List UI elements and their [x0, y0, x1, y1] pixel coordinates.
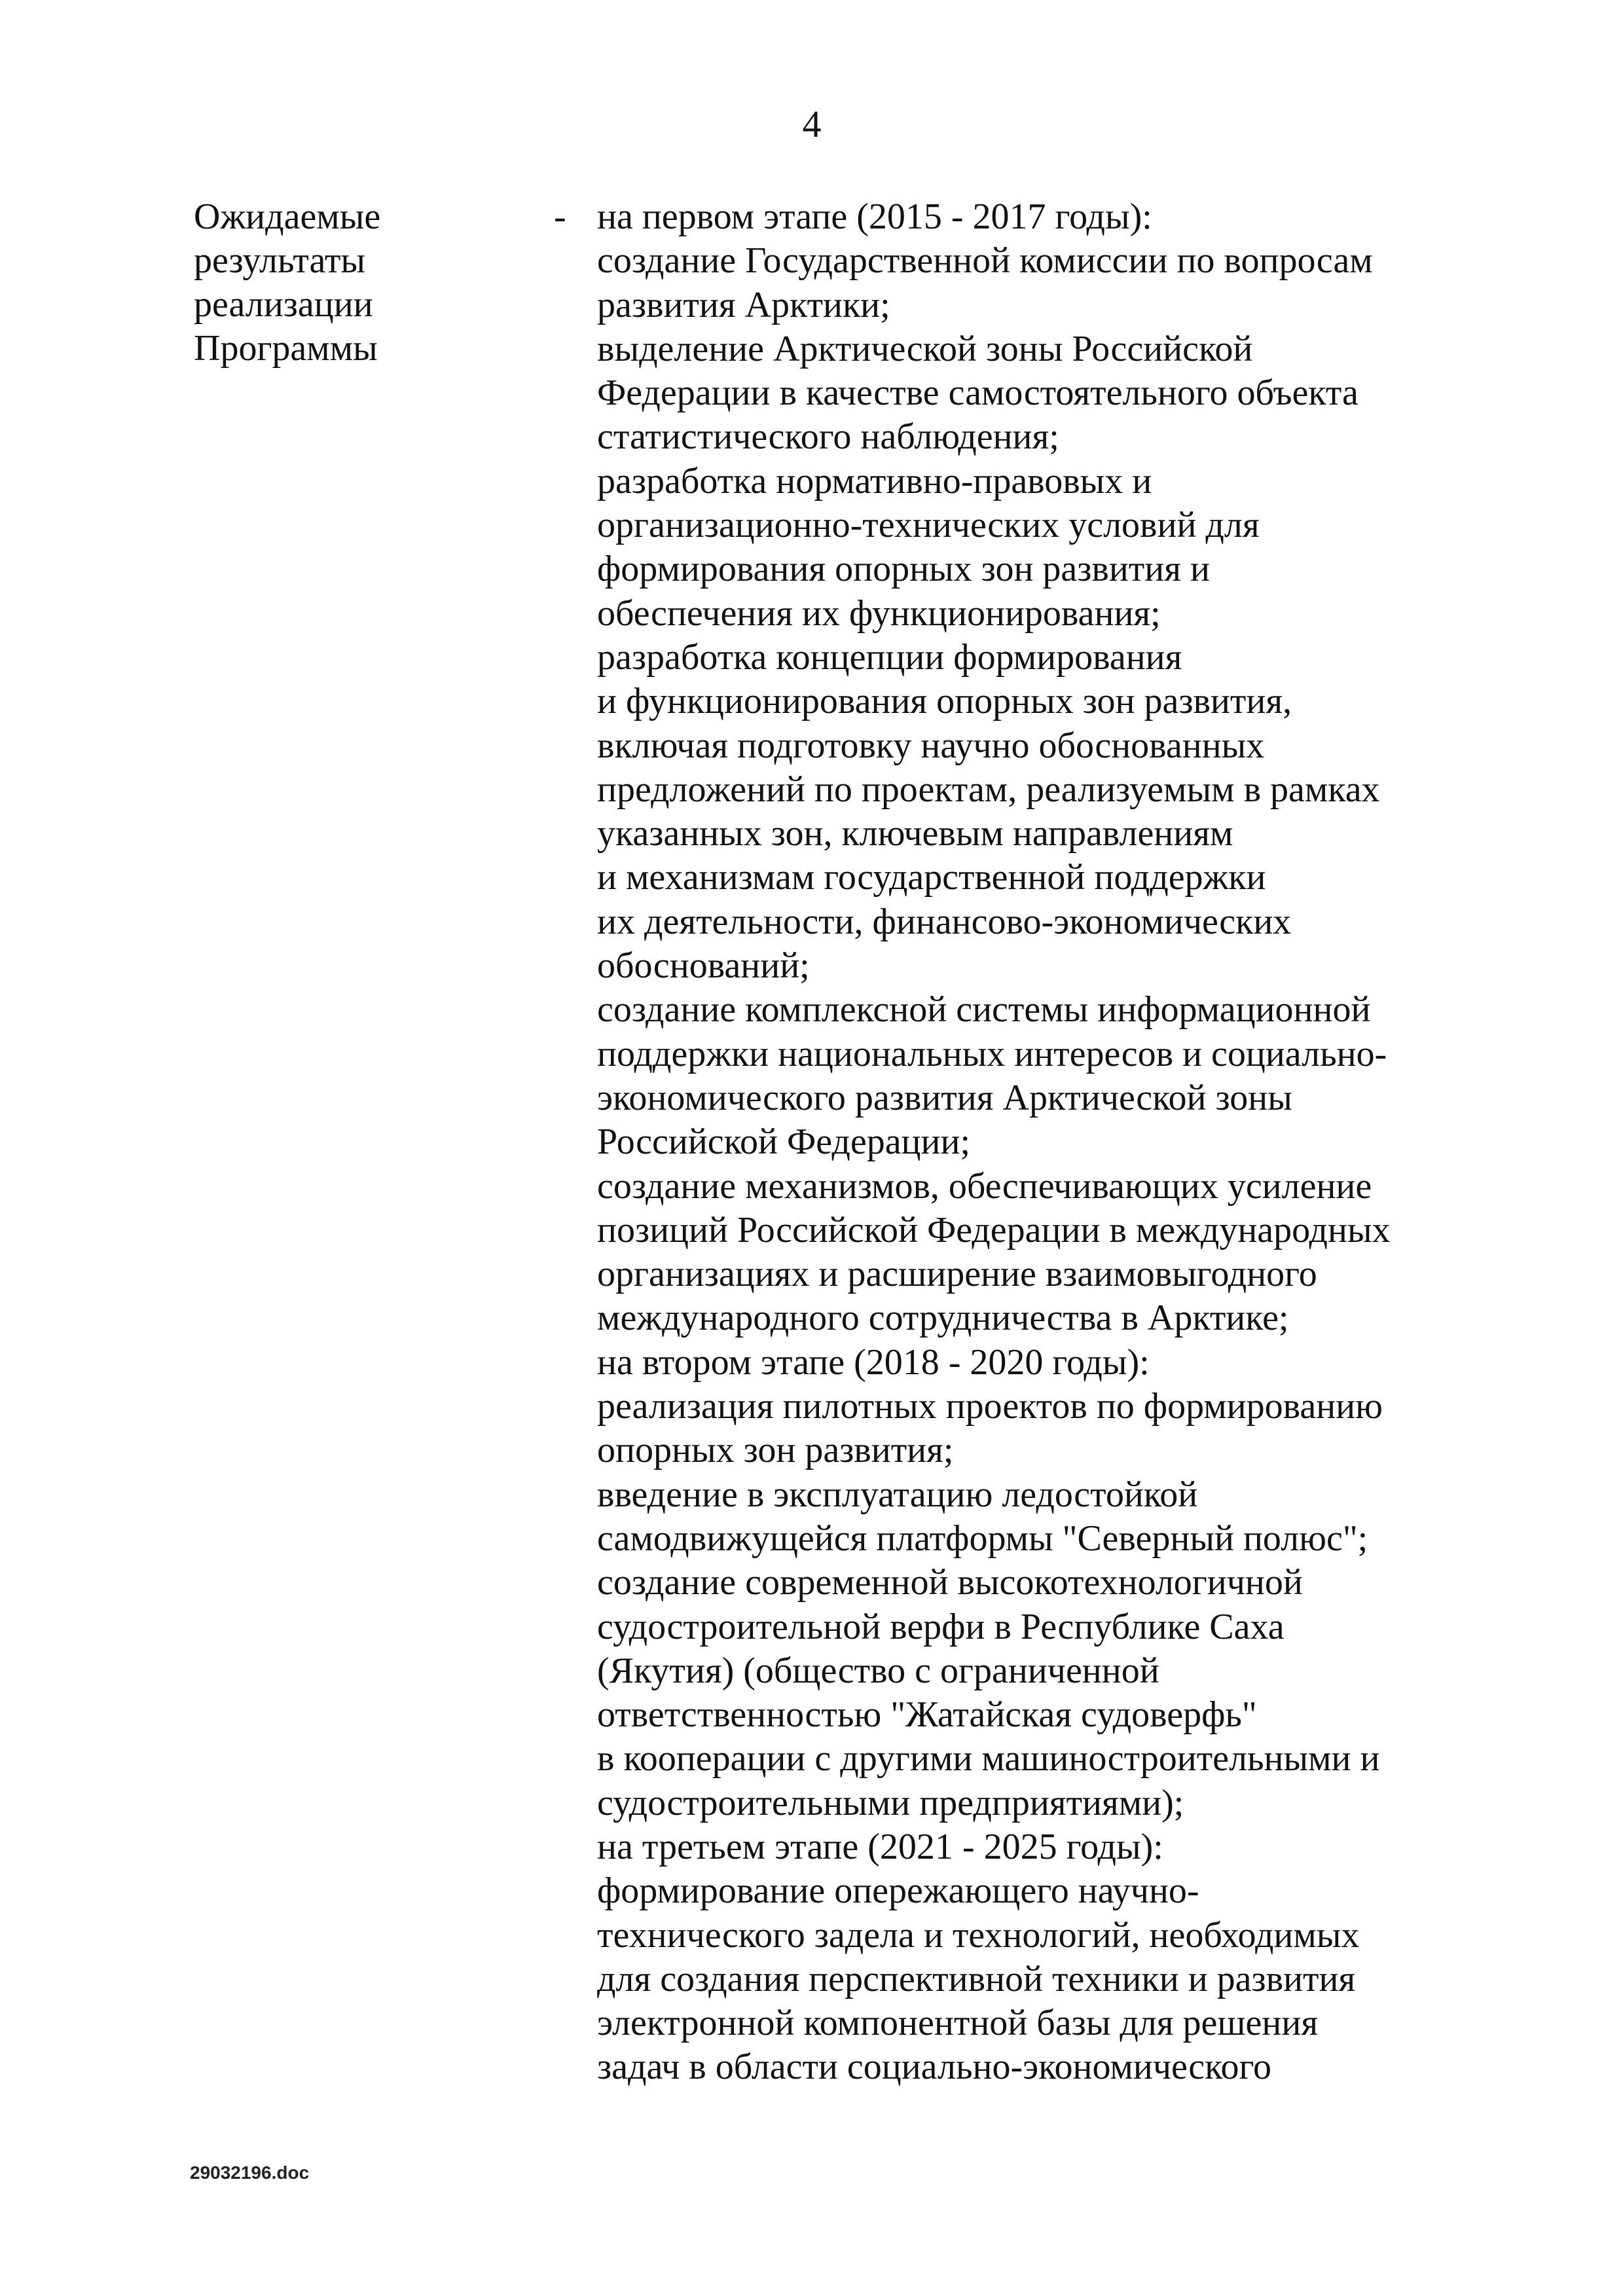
content-line: формирования опорных зон развития и — [597, 549, 1210, 590]
content-line: задач в области социально-экономического — [597, 2047, 1272, 2088]
content-line: самодвижущейся платформы "Северный полюс"; — [597, 1518, 1368, 1559]
section-label-line: Программы — [194, 328, 378, 369]
content-line: для создания перспективной техники и развития — [597, 1958, 1356, 1999]
content-line: позиций Российской Федерации в международных — [597, 1209, 1391, 1250]
content-line: включая подготовку научно обоснованных — [597, 725, 1265, 766]
content-line: поддержки национальных интересов и социально- — [597, 1033, 1387, 1074]
content-line: реализация пилотных проектов по формированию — [597, 1386, 1383, 1427]
section-label-line: Ожидаемые — [194, 196, 381, 237]
content-line: организационно-технических условий для — [597, 505, 1260, 546]
content-line: опорных зон развития; — [597, 1430, 954, 1471]
page-number: 4 — [802, 103, 822, 145]
content-line: предложений по проектам, реализуемым в рамках — [597, 769, 1380, 810]
content-line: в кооперации с другими машиностроительными и — [597, 1738, 1380, 1779]
content-line: обоснований; — [597, 945, 810, 987]
content-line: технического задела и технологий, необходимых — [597, 1914, 1360, 1956]
content-line: и механизмам государственной поддержки — [597, 857, 1266, 898]
content-line: статистического наблюдения; — [597, 416, 1059, 458]
content-line: Федерации в качестве самостоятельного объекта — [597, 373, 1359, 414]
content-line: обеспечения их функционирования; — [597, 592, 1161, 634]
content-line: и функционирования опорных зон развития, — [597, 681, 1292, 722]
content-line: на третьем этапе (2021 - 2025 годы): — [597, 1826, 1163, 1867]
list-dash: - — [554, 196, 566, 237]
content-line: экономического развития Арктической зоны — [597, 1077, 1292, 1118]
content-line: выделение Арктической зоны Российской — [597, 328, 1253, 369]
content-line: организациях и расширение взаимовыгодного — [597, 1254, 1317, 1295]
content-line: электронной компонентной базы для решения — [597, 2003, 1319, 2044]
content-line: ответственностью "Жатайская судоверфь" — [597, 1694, 1257, 1736]
content-line: разработка концепции формирования — [597, 636, 1182, 678]
content-line: развития Арктики; — [597, 284, 890, 325]
document-file-id: 29032196.doc — [190, 2162, 310, 2183]
content-line: введение в эксплуатацию ледостойкой — [597, 1474, 1198, 1515]
content-line: судостроительной верфи в Республике Саха — [597, 1606, 1285, 1647]
content-line: разработка нормативно-правовых и — [597, 460, 1152, 501]
content-line: Российской Федерации; — [597, 1121, 971, 1163]
content-line: судостроительными предприятиями); — [597, 1782, 1184, 1823]
section-content — [597, 195, 1527, 2090]
content-line: создание комплексной системы информационной — [597, 989, 1371, 1030]
content-line: на втором этапе (2018 - 2020 годы): — [597, 1341, 1150, 1383]
section-label-line: реализации — [194, 284, 373, 325]
content-line: создание Государственной комиссии по вопросам — [597, 240, 1373, 282]
content-line: создание современной высокотехнологичной — [597, 1562, 1303, 1603]
content-line: (Якутия) (общество с ограниченной — [597, 1650, 1159, 1691]
content-line: указанных зон, ключевым направлениям — [597, 813, 1233, 854]
content-line: их деятельности, финансово-экономических — [597, 901, 1292, 942]
content-line: на первом этапе (2015 - 2017 годы): — [597, 196, 1152, 237]
section-label-line: результаты — [194, 240, 366, 281]
content-line: формирование опережающего научно- — [597, 1870, 1199, 1912]
section-label — [194, 195, 469, 371]
content-line: создание механизмов, обеспечивающих усиление — [597, 1165, 1372, 1207]
content-line: международного сотрудничества в Арктике; — [597, 1298, 1289, 1339]
